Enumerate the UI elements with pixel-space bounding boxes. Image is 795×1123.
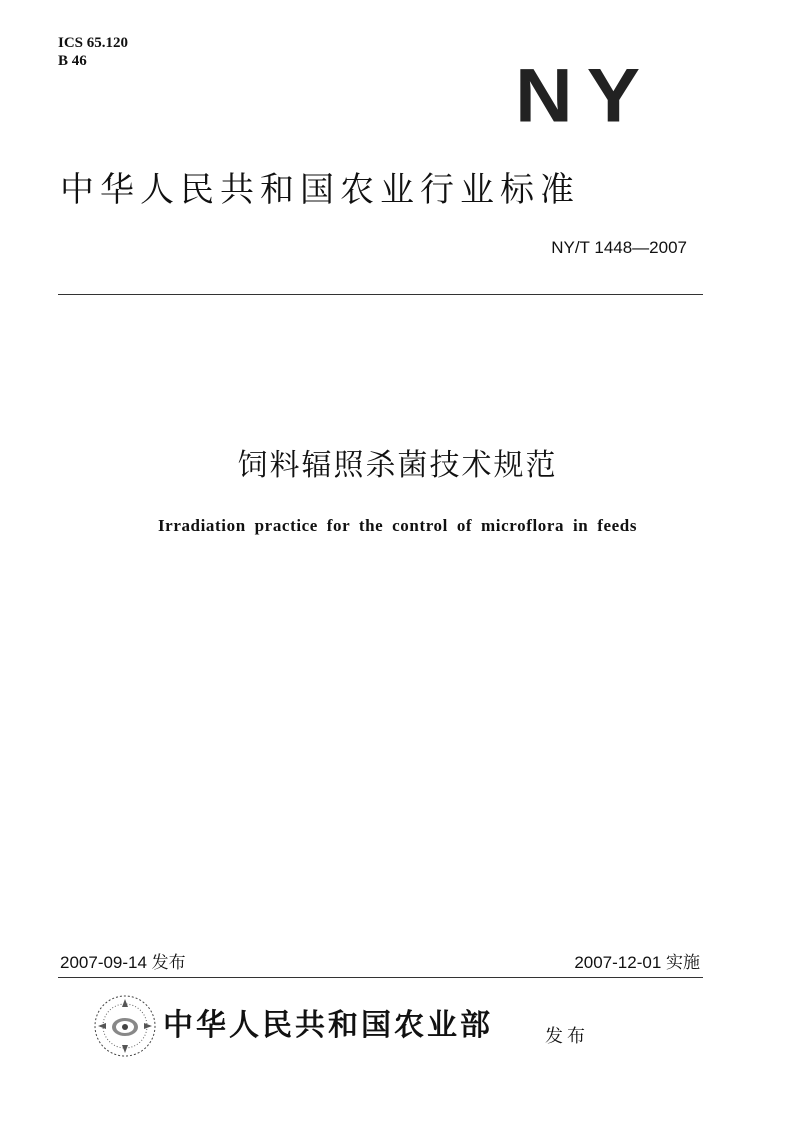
top-divider: [58, 294, 703, 295]
publish-label: 发布: [545, 1026, 589, 1047]
ics-code: ICS 65.120: [58, 35, 129, 51]
publisher-name: 中华人民共和国农业部: [163, 1008, 493, 1043]
ny-logo: NY: [515, 53, 655, 138]
bottom-divider: [58, 977, 703, 978]
document-title-en: Irradiation practice for the control of microflora in feeds: [157, 516, 638, 535]
ccs-code: B 46: [58, 53, 87, 69]
document-title-cn: 饲料辐照杀菌技术规范: [237, 448, 558, 483]
standard-title: 中华人民共和国农业行业标准: [60, 170, 580, 210]
ministry-emblem-icon: [92, 993, 158, 1059]
implementation-date: 2007-12-01 实施: [574, 953, 700, 972]
classification-codes: [58, 34, 128, 70]
issue-date: 2007-09-14 发布: [60, 953, 186, 972]
standard-number: NY/T 1448—2007: [551, 238, 687, 257]
